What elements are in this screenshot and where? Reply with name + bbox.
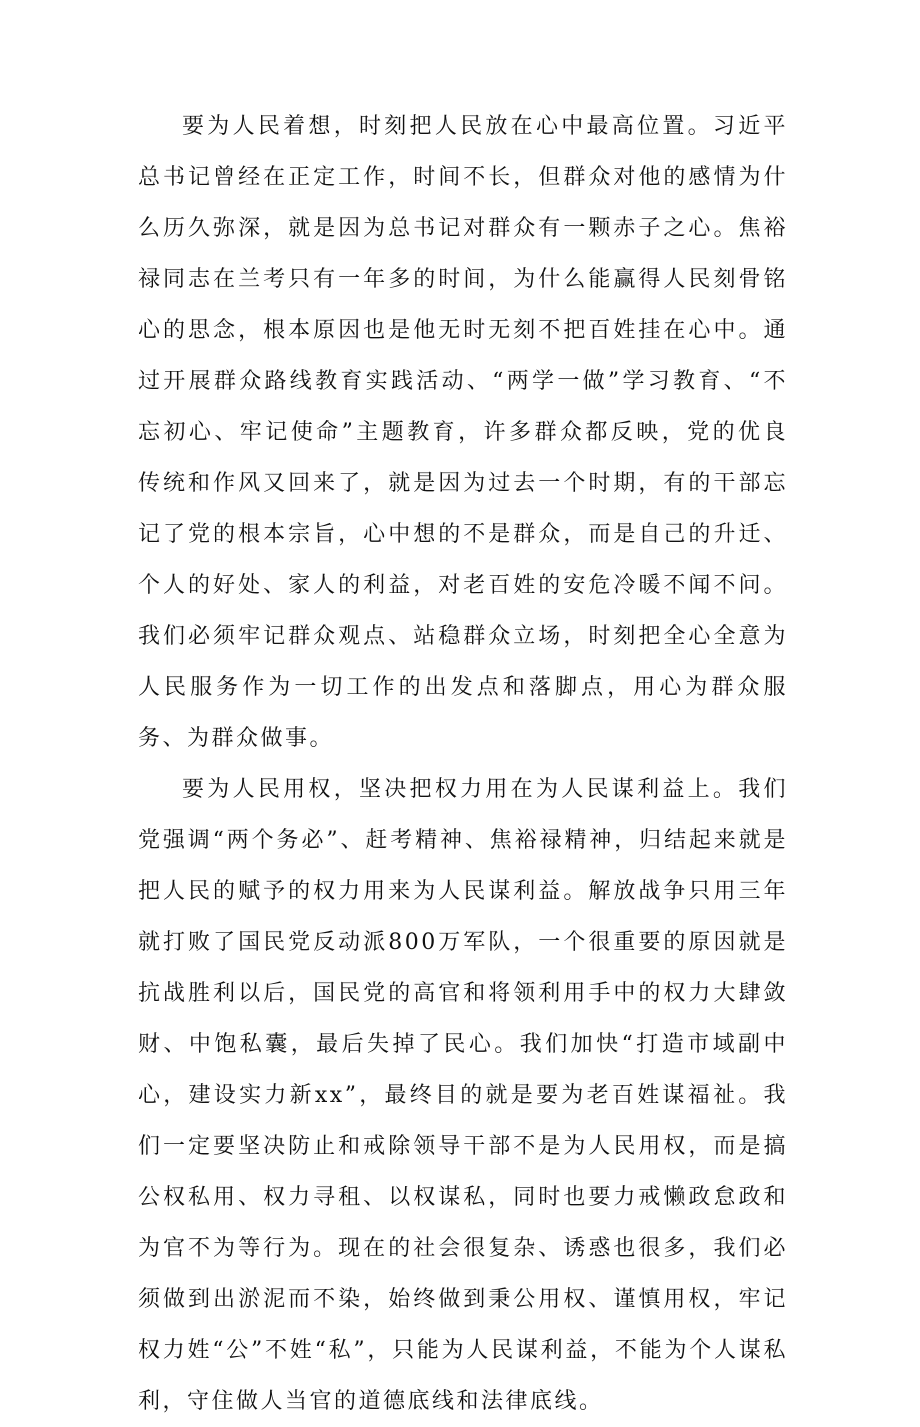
paragraph-2: 要为人民用权，坚决把权力用在为人民谋利益上。我们党强调“两个务必”、赶考精神、焦裕禄精神，归结起来就是把人民的赋予的权力用来为人民谋利益。解放战争只用三年就打败了国民党反动派800万军队，一个很重要的原因就是抗战胜利以后，国民党的高官和将领利用手中的权力大肆敛财、中饱私囊，最后失掉了民心。我们加快“打造市域副中心，建设实力新xx”，最终目的就是要为老百姓谋福祉。我们一定要坚决防止和戒除领导干部不是为人民用权，而是搞公权私用、权力寻租、以权谋私，同时也要力戒懒政怠政和为官不为等行为。现在的社会很复杂、诱惑也很多，我们必须做到出淤泥而不染，始终做到秉公用权、谨慎用权，牢记权力姓“公”不姓“私”，只能为人民谋利益，不能为个人谋私利，守住做人当官的道德底线和法律底线。	[138, 777, 788, 1414]
document-body	[138, 101, 788, 1427]
paragraph-1: 要为人民着想，时刻把人民放在心中最高位置。习近平总书记曾经在正定工作，时间不长，但群众对他的感情为什么历久弥深，就是因为总书记对群众有一颗赤子之心。焦裕禄同志在兰考只有一年多的时间，为什么能赢得人民刻骨铭心的思念，根本原因也是他无时无刻不把百姓挂在心中。通过开展群众路线教育实践活动、“两学一做”学习教育、“不忘初心、牢记使命”主题教育，许多群众都反映，党的优良传统和作风又回来了，就是因为过去一个时期，有的干部忘记了党的根本宗旨，心中想的不是群众，而是自己的升迁、个人的好处、家人的利益，对老百姓的安危冷暖不闻不问。我们必须牢记群众观点、站稳群众立场，时刻把全心全意为人民服务作为一切工作的出发点和落脚点，用心为群众服务、为群众做事。	[138, 114, 788, 751]
